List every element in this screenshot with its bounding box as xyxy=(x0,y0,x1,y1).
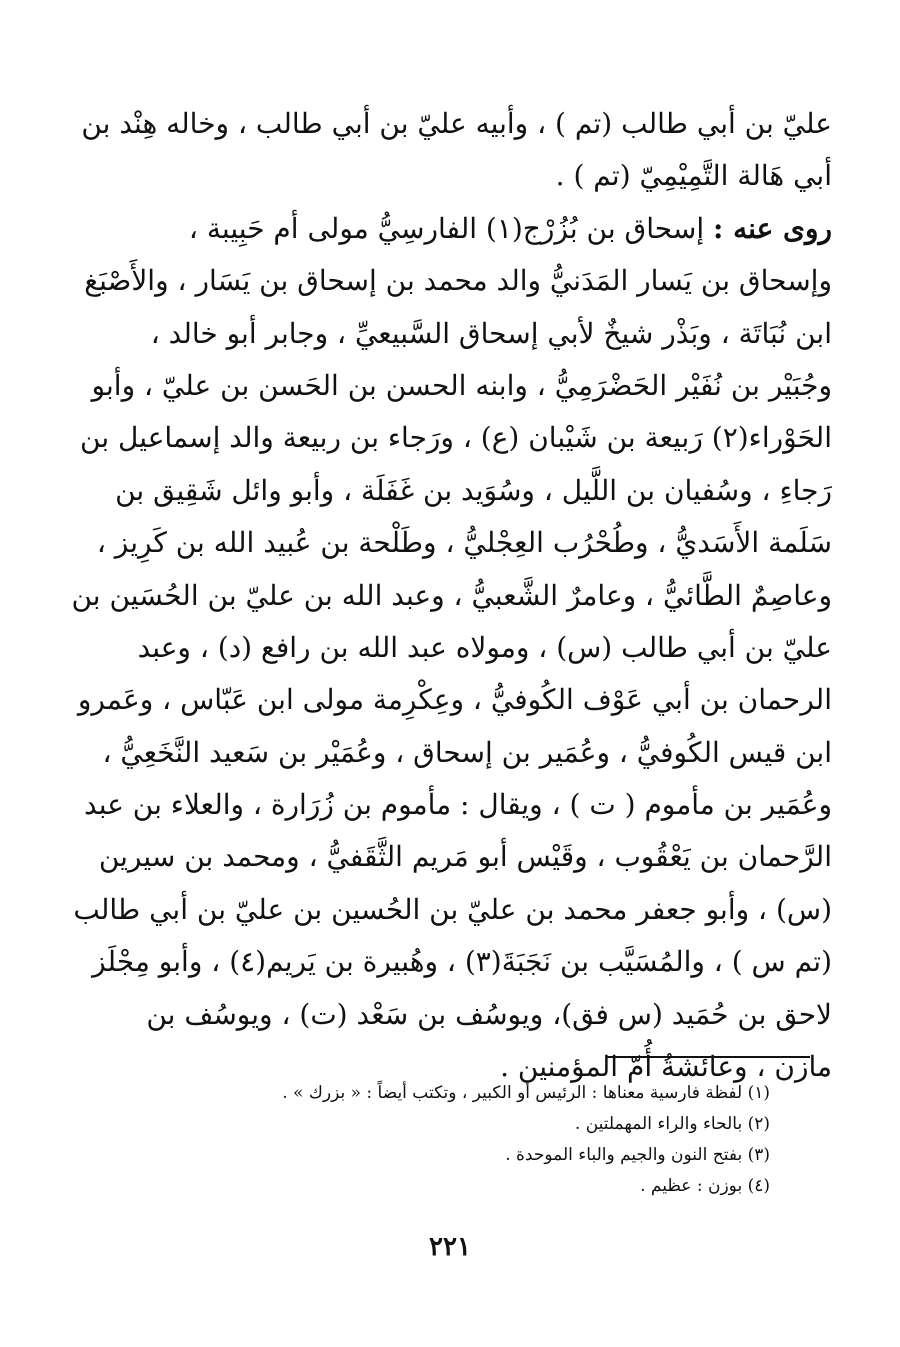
main-text-body xyxy=(71,98,832,1093)
text-line: عليّ بن أبي طالب (تم ) ، وأبيه عليّ بن أبي طالب ، وخاله هِنْد بن xyxy=(81,107,832,140)
footnote-2: (٢) بالحاء والراء المهملتين . xyxy=(574,1114,770,1134)
text-line: مازن ، وعائشةُ أُمّ المؤمنين . xyxy=(500,1050,832,1084)
text-line: وإسحاق بن يَسار المَدَنيُّ والد محمد بن إسحاق بن يَسَار ، والأَصْبَغ xyxy=(84,264,832,298)
text-line: ابن نُبَاتَة ، وبَذْر شيخٌ لأبي إسحاق السَّبيعيِّ ، وجابر أبو خالد ، xyxy=(150,316,832,350)
text-line: (س) ، وأبو جعفر محمد بن عليّ بن الحُسين بن عليّ بن أبي طالب xyxy=(73,892,832,926)
footnote-3: (٣) بفتح النون والجيم والباء الموحدة . xyxy=(505,1145,770,1165)
text-line: الرحمان بن أبي عَوْف الكُوفيُّ ، وعِكْرِمة مولى ابن عَبّاس ، وعَمرو xyxy=(77,683,832,717)
text-line: رَجاءِ ، وسُفيان بن اللَّيل ، وسُوَيد بن غَفَلَة ، وأبو وائل شَقِيق بن xyxy=(115,473,832,507)
footnote-divider xyxy=(606,1056,810,1058)
text-line-content: إسحاق بن بُزُرْج(١) الفارسِيُّ مولى أم حَبِيبة ، xyxy=(188,211,705,245)
text-line: سَلَمة الأَسَديُّ ، وطُحْرُب العِجْليُّ ، وطَلْحة بن عُبيد الله بن كَرِيز ، xyxy=(96,526,832,560)
page-number: ٢٢١ xyxy=(429,1232,471,1262)
text-line: ابن قيس الكُوفيُّ ، وعُمَير بن إسحاق ، وعُمَيْر بن سَعيد النَّخَعِيُّ ، xyxy=(102,735,832,769)
text-line: عليّ بن أبي طالب (س) ، ومولاه عبد الله بن رافع (د) ، وعبد xyxy=(137,630,832,664)
text-line: الحَوْراء(٢) رَبيعة بن شَيْبان (ع) ، ورَجاء بن ربيعة والد إسماعيل بن xyxy=(80,421,832,455)
footnote-4: (٤) بوزن : عظيم . xyxy=(640,1176,770,1196)
text-line: لاحق بن حُمَيد (س فق)، ويوسُف بن سَعْد (ت) ، ويوسُف بن xyxy=(146,997,832,1031)
text-line: وعُمَير بن مأموم ( ت ) ، ويقال : مأموم بن زُرَارة ، والعلاء بن عبد xyxy=(84,788,832,822)
text-line: وعاصِمٌ الطَّائيُّ ، وعامرٌ الشَّعبيُّ ، وعبد الله بن عليّ بن الحُسَين بن xyxy=(71,578,832,612)
footnote-1: (١) لفظة فارسية معناها : الرئيس أو الكبير ، وتكتب أيضاً : « بزرك » . xyxy=(282,1083,770,1103)
text-line-with-heading xyxy=(128,203,832,255)
heading-label-rawa-anhu: روى عنه : xyxy=(713,211,832,245)
footnotes xyxy=(150,1078,770,1202)
text-line: وجُبَيْر بن نُفَيْر الحَضْرَمِيُّ ، وابنه الحسن بن الحَسن بن عليّ ، وأبو xyxy=(91,368,832,402)
text-line: (تم س ) ، والمُسَيَّب بن نَجَبَةَ(٣) ، وهُبيرة بن يَريم(٤) ، وأبو مِجْلَز xyxy=(92,945,832,979)
text-line: أبي هَالة التَّمِيْمِيّ (تم ) . xyxy=(555,159,832,193)
text-line: الرَّحمان بن يَعْقُوب ، وقَيْس أبو مَريم الثَّقَفيُّ ، ومحمد بن سيرين xyxy=(98,840,832,874)
